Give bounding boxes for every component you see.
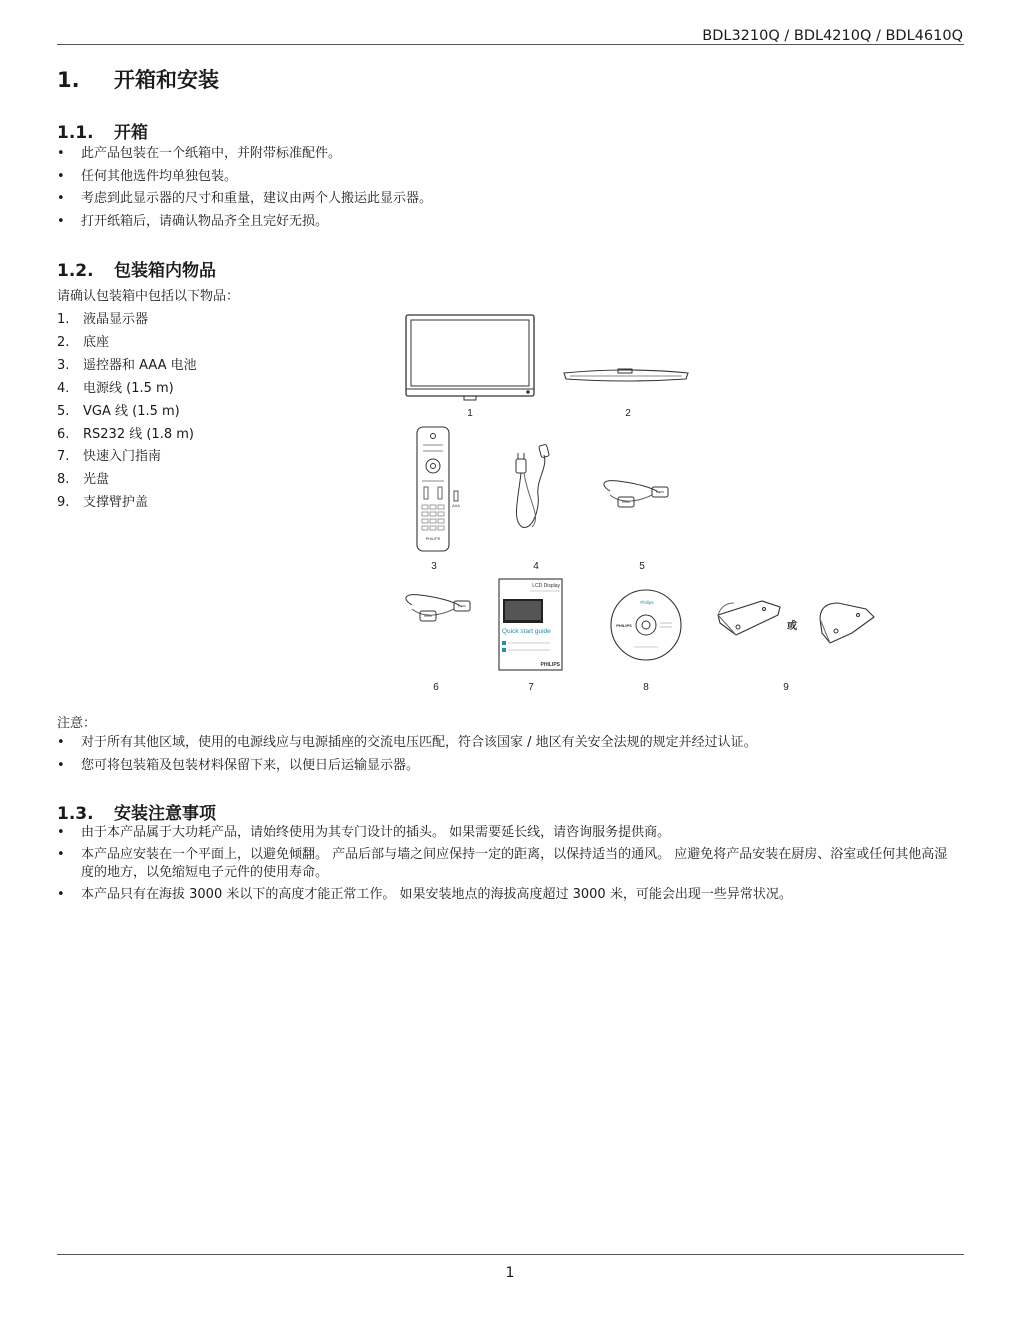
footer-rule xyxy=(57,1254,964,1255)
figure-number: 8 xyxy=(643,682,649,693)
remote-brand: PHILIPS xyxy=(425,537,441,541)
list-item: • 考虑到此显示器的尺寸和重量，建议由两个人搬运此显示器。 xyxy=(57,188,432,211)
figure-number: 6 xyxy=(433,682,439,693)
or-label: 或 xyxy=(787,621,797,632)
list-item: 4. 电源线 (1.5 m) xyxy=(57,380,174,396)
list-item: • 本产品应安装在一个平面上，以避免倾翻。 产品后部与墙之间应保持一定的距离，以保持适当的通风。 应避免将产品安装在厨房、浴室或任何其他高湿度的地方，以免缩短电子元件的使用寿命。 xyxy=(57,846,964,882)
installation-notes-list xyxy=(57,824,964,904)
section-1-2-heading xyxy=(57,256,216,281)
unpacking-list xyxy=(57,143,432,233)
arm-cover-illustration xyxy=(718,601,780,635)
list-item: 5. VGA 线 (1.5 m) xyxy=(57,403,180,419)
figure-number: 7 xyxy=(528,682,534,693)
list-item: 7. 快速入门指南 xyxy=(57,449,162,465)
list-item: • 打开纸箱后，请确认物品齐全且完好无损。 xyxy=(57,211,432,234)
package-contents-figure xyxy=(390,305,890,700)
section-1-number: 1. xyxy=(57,68,80,92)
arm-cover-alt-illustration xyxy=(820,603,874,643)
contents-list xyxy=(57,309,197,515)
section-1-title: 开箱和安装 xyxy=(114,68,219,92)
list-item: 9. 支撑臂护盖 xyxy=(57,495,149,511)
list-item: • 任何其他选件均单独包装。 xyxy=(57,166,432,189)
figure-number: 5 xyxy=(639,561,645,572)
base-illustration xyxy=(564,369,688,381)
figure-number: 9 xyxy=(783,682,789,693)
list-item: 3. 遥控器和 AAA 电池 xyxy=(57,357,197,373)
list-item: 6. RS232 线 (1.8 m) xyxy=(57,426,194,442)
list-item: • 您可将包装箱及包装材料保留下来，以便日后运输显示器。 xyxy=(57,755,964,778)
quick-start-guide-illustration xyxy=(499,579,562,670)
list-item: • 本产品只有在海拔 3000 米以下的高度才能正常工作。 如果安装地点的海拔高度超过 3000 米，可能会出现一些异常状况。 xyxy=(57,886,964,904)
section-1-3-title: 安装注意事项 xyxy=(114,804,216,824)
notes-list xyxy=(57,732,964,777)
list-item: 1. 液晶显示器 xyxy=(57,312,149,327)
guide-header: LCD Display xyxy=(532,583,560,589)
remote-illustration xyxy=(417,427,460,551)
guide-title: Quick start guide xyxy=(502,628,551,635)
figure-number: 4 xyxy=(533,561,539,572)
figure-number: 3 xyxy=(431,561,437,572)
section-1-1-title: 开箱 xyxy=(114,123,148,143)
contents-intro: 请确认包装箱中包括以下物品： xyxy=(57,289,240,304)
vga-cable-illustration xyxy=(604,481,668,507)
cd-title: Philips xyxy=(640,600,654,605)
list-item: • 此产品包装在一个纸箱中，并附带标准配件。 xyxy=(57,143,432,166)
list-item: 2. 底座 xyxy=(57,334,110,350)
power-cord-illustration xyxy=(516,444,549,527)
list-item: • 由于本产品属于大功耗产品，请始终使用为其专门设计的插头。 如果需要延长线，请咨询服务提供商。 xyxy=(57,824,964,842)
battery-label: AAA xyxy=(451,503,461,508)
section-1-heading xyxy=(57,64,219,94)
lcd-display-illustration xyxy=(406,315,534,400)
section-1-1-heading xyxy=(57,118,148,143)
section-1-2-number: 1.2. xyxy=(57,261,94,281)
cd-brand: PHILIPS xyxy=(616,623,632,628)
list-item: • 对于所有其他区域，使用的电源线应与电源插座的交流电压匹配，符合该国家 / 地区有关安全法规的规定并经过认证。 xyxy=(57,732,964,755)
header-model: BDL3210Q / BDL4210Q / BDL4610Q xyxy=(702,28,963,44)
header-rule xyxy=(57,44,964,45)
figure-number: 1 xyxy=(467,408,473,419)
list-item: 8. 光盘 xyxy=(57,472,110,488)
cd-illustration xyxy=(611,590,681,660)
section-1-3-number: 1.3. xyxy=(57,804,94,824)
figure-number: 2 xyxy=(625,408,631,419)
section-1-3-heading xyxy=(57,799,216,824)
page-number: 1 xyxy=(505,1265,515,1281)
rs232-cable-illustration xyxy=(406,595,470,621)
section-1-1-number: 1.1. xyxy=(57,123,94,143)
note-label: 注意： xyxy=(57,716,97,731)
section-1-2-title: 包装箱内物品 xyxy=(114,261,216,281)
guide-brand: PHILIPS xyxy=(540,662,560,668)
